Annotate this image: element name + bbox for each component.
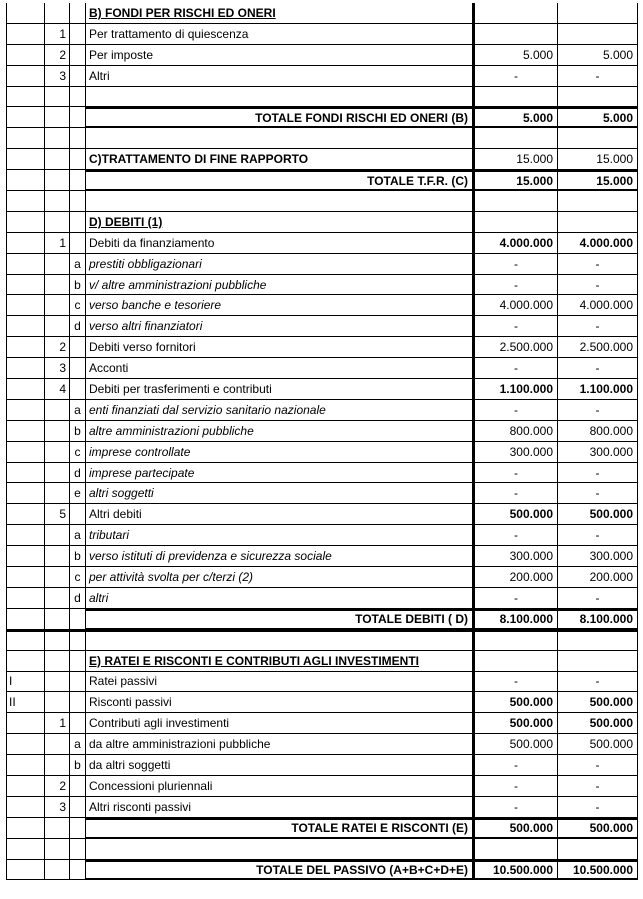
table-row	[6, 818, 638, 839]
item-letter-cell: a	[70, 525, 86, 546]
item-label-cell: verso istituti di previdenza e sicurezza sociale	[86, 546, 475, 567]
value-col2-cell: -	[558, 755, 638, 776]
item-number-cell	[45, 672, 70, 693]
item-label-cell: Ratei passivi	[86, 672, 475, 693]
value-col1-cell: 500.000	[475, 504, 558, 525]
item-label-cell: verso banche e tesoriere	[86, 295, 475, 316]
item-number-cell	[45, 421, 70, 442]
item-letter-cell	[70, 818, 86, 839]
item-number-cell: 4	[45, 379, 70, 400]
item-label-cell: Debiti verso fornitori	[86, 337, 475, 358]
value-col2-cell	[558, 3, 638, 24]
roman-numeral-cell	[6, 463, 45, 484]
item-number-cell	[45, 588, 70, 609]
table-row	[6, 191, 638, 212]
item-number-cell	[45, 546, 70, 567]
table-row	[6, 87, 638, 108]
item-letter-cell: a	[70, 734, 86, 755]
item-number-cell	[45, 692, 70, 713]
value-col1-cell	[475, 651, 558, 672]
value-col2-cell: -	[558, 797, 638, 818]
roman-numeral-cell	[6, 525, 45, 546]
item-letter-cell	[70, 87, 86, 108]
item-label-cell: da altre amministrazioni pubbliche	[86, 734, 475, 755]
table-row	[6, 358, 638, 379]
item-letter-cell: b	[70, 755, 86, 776]
roman-numeral-cell	[6, 860, 45, 881]
item-label-cell: Concessioni pluriennali	[86, 776, 475, 797]
table-row	[6, 588, 638, 609]
table-row	[6, 567, 638, 588]
value-col1-cell	[475, 3, 558, 24]
value-col2-cell: 500.000	[558, 734, 638, 755]
item-number-cell	[45, 3, 70, 24]
item-label-cell	[86, 630, 475, 651]
item-letter-cell	[70, 233, 86, 254]
item-letter-cell	[70, 504, 86, 525]
roman-numeral-cell	[6, 504, 45, 525]
item-label-cell: TOTALE DEBITI ( D)	[86, 609, 475, 630]
value-col2-cell: 2.500.000	[558, 337, 638, 358]
value-col1-cell: 5.000	[475, 45, 558, 66]
roman-numeral-cell	[6, 734, 45, 755]
item-number-cell	[45, 107, 70, 128]
value-col1-cell: 200.000	[475, 567, 558, 588]
item-label-cell: Acconti	[86, 358, 475, 379]
value-col2-cell	[558, 651, 638, 672]
roman-numeral-cell	[6, 254, 45, 275]
item-label-cell: Debiti per trasferimenti e contributi	[86, 379, 475, 400]
roman-numeral-cell	[6, 588, 45, 609]
item-number-cell	[45, 483, 70, 504]
table-row	[6, 275, 638, 296]
balance-sheet-table	[6, 3, 638, 880]
item-letter-cell	[70, 24, 86, 45]
roman-numeral-cell	[6, 379, 45, 400]
value-col2-cell: 8.100.000	[558, 609, 638, 630]
table-row	[6, 337, 638, 358]
roman-numeral-cell	[6, 442, 45, 463]
value-col1-cell: -	[475, 755, 558, 776]
item-label-cell: prestiti obbligazionari	[86, 254, 475, 275]
table-row	[6, 525, 638, 546]
item-number-cell	[45, 212, 70, 233]
item-label-cell: v/ altre amministrazioni pubbliche	[86, 275, 475, 296]
item-number-cell	[45, 567, 70, 588]
item-letter-cell: a	[70, 400, 86, 421]
value-col1-cell: 500.000	[475, 734, 558, 755]
value-col1-cell: -	[475, 358, 558, 379]
item-label-cell: C)TRATTAMENTO DI FINE RAPPORTO	[86, 149, 475, 170]
roman-numeral-cell	[6, 358, 45, 379]
value-col1-cell: -	[475, 254, 558, 275]
item-label-cell: Per trattamento di quiescenza	[86, 24, 475, 45]
item-letter-cell: c	[70, 295, 86, 316]
table-row	[6, 734, 638, 755]
table-row	[6, 483, 638, 504]
value-col1-cell: 15.000	[475, 149, 558, 170]
item-label-cell	[86, 87, 475, 108]
item-number-cell	[45, 755, 70, 776]
value-col1-cell: 10.500.000	[475, 860, 558, 881]
item-label-cell	[86, 128, 475, 149]
item-letter-cell: b	[70, 421, 86, 442]
value-col2-cell: -	[558, 525, 638, 546]
item-letter-cell	[70, 212, 86, 233]
item-label-cell: tributari	[86, 525, 475, 546]
table-row	[6, 66, 638, 87]
item-letter-cell	[70, 66, 86, 87]
roman-numeral-cell: I	[6, 672, 45, 693]
item-label-cell: Altri debiti	[86, 504, 475, 525]
item-letter-cell: d	[70, 588, 86, 609]
item-letter-cell	[70, 107, 86, 128]
item-number-cell: 1	[45, 24, 70, 45]
table-row	[6, 651, 638, 672]
value-col2-cell: 10.500.000	[558, 860, 638, 881]
item-number-cell	[45, 442, 70, 463]
item-letter-cell	[70, 358, 86, 379]
value-col2-cell: 500.000	[558, 692, 638, 713]
value-col1-cell	[475, 839, 558, 860]
item-letter-cell	[70, 337, 86, 358]
roman-numeral-cell	[6, 400, 45, 421]
item-letter-cell	[70, 797, 86, 818]
item-label-cell	[86, 191, 475, 212]
value-col2-cell	[558, 128, 638, 149]
item-letter-cell: a	[70, 254, 86, 275]
item-letter-cell	[70, 839, 86, 860]
value-col2-cell: 5.000	[558, 107, 638, 128]
item-letter-cell: b	[70, 546, 86, 567]
item-letter-cell	[70, 3, 86, 24]
value-col1-cell: -	[475, 797, 558, 818]
item-number-cell	[45, 630, 70, 651]
item-number-cell	[45, 275, 70, 296]
value-col1-cell: -	[475, 316, 558, 337]
item-label-cell: verso altri finanziatori	[86, 316, 475, 337]
roman-numeral-cell	[6, 212, 45, 233]
roman-numeral-cell	[6, 295, 45, 316]
roman-numeral-cell	[6, 233, 45, 254]
table-row	[6, 839, 638, 860]
value-col1-cell: 4.000.000	[475, 233, 558, 254]
item-label-cell: altre amministrazioni pubbliche	[86, 421, 475, 442]
item-number-cell: 1	[45, 233, 70, 254]
item-letter-cell	[70, 776, 86, 797]
roman-numeral-cell	[6, 797, 45, 818]
item-letter-cell: c	[70, 567, 86, 588]
table-row	[6, 233, 638, 254]
table-row	[6, 149, 638, 170]
item-label-cell: TOTALE FONDI RISCHI ED ONERI (B)	[86, 107, 475, 128]
item-number-cell: 3	[45, 66, 70, 87]
table-row	[6, 400, 638, 421]
item-label-cell: altri	[86, 588, 475, 609]
roman-numeral-cell	[6, 87, 45, 108]
item-number-cell	[45, 316, 70, 337]
roman-numeral-cell	[6, 24, 45, 45]
roman-numeral-cell	[6, 421, 45, 442]
item-number-cell: 2	[45, 337, 70, 358]
value-col2-cell: -	[558, 400, 638, 421]
item-letter-cell: d	[70, 316, 86, 337]
value-col2-cell: 500.000	[558, 504, 638, 525]
table-row	[6, 797, 638, 818]
value-col1-cell: -	[475, 672, 558, 693]
item-label-cell: D) DEBITI (1)	[86, 212, 475, 233]
value-col2-cell: -	[558, 463, 638, 484]
table-row	[6, 24, 638, 45]
table-row	[6, 316, 638, 337]
table-row	[6, 107, 638, 128]
item-number-cell	[45, 87, 70, 108]
value-col1-cell: 15.000	[475, 170, 558, 191]
roman-numeral-cell	[6, 170, 45, 191]
roman-numeral-cell	[6, 483, 45, 504]
value-col1-cell: 300.000	[475, 442, 558, 463]
table-row	[6, 546, 638, 567]
value-col2-cell	[558, 839, 638, 860]
item-number-cell	[45, 839, 70, 860]
roman-numeral-cell	[6, 609, 45, 630]
roman-numeral-cell	[6, 713, 45, 734]
item-letter-cell: d	[70, 463, 86, 484]
item-number-cell	[45, 170, 70, 191]
item-letter-cell	[70, 191, 86, 212]
item-number-cell: 2	[45, 45, 70, 66]
item-label-cell: Contributi agli investimenti	[86, 713, 475, 734]
value-col1-cell: 500.000	[475, 818, 558, 839]
value-col1-cell: 1.100.000	[475, 379, 558, 400]
value-col1-cell: -	[475, 525, 558, 546]
value-col2-cell: 300.000	[558, 442, 638, 463]
item-letter-cell	[70, 45, 86, 66]
item-number-cell: 5	[45, 504, 70, 525]
item-letter-cell	[70, 692, 86, 713]
item-number-cell	[45, 860, 70, 881]
value-col1-cell: -	[475, 66, 558, 87]
item-letter-cell	[70, 630, 86, 651]
value-col1-cell: 4.000.000	[475, 295, 558, 316]
table-row	[6, 713, 638, 734]
table-row	[6, 776, 638, 797]
item-number-cell: 1	[45, 713, 70, 734]
table-row	[6, 630, 638, 651]
value-col1-cell	[475, 630, 558, 651]
value-col1-cell: 8.100.000	[475, 609, 558, 630]
item-label-cell: imprese controllate	[86, 442, 475, 463]
value-col1-cell: 2.500.000	[475, 337, 558, 358]
item-number-cell	[45, 128, 70, 149]
table-row	[6, 609, 638, 630]
value-col2-cell: 200.000	[558, 567, 638, 588]
value-col2-cell: 1.100.000	[558, 379, 638, 400]
table-row	[6, 442, 638, 463]
item-label-cell: altri soggetti	[86, 483, 475, 504]
roman-numeral-cell	[6, 316, 45, 337]
value-col2-cell: 500.000	[558, 713, 638, 734]
item-label-cell	[86, 839, 475, 860]
roman-numeral-cell	[6, 275, 45, 296]
value-col1-cell	[475, 191, 558, 212]
item-number-cell	[45, 254, 70, 275]
value-col2-cell: -	[558, 275, 638, 296]
item-letter-cell: c	[70, 442, 86, 463]
item-number-cell: 3	[45, 358, 70, 379]
value-col2-cell: -	[558, 776, 638, 797]
roman-numeral-cell	[6, 755, 45, 776]
table-row	[6, 3, 638, 24]
roman-numeral-cell	[6, 149, 45, 170]
item-letter-cell	[70, 609, 86, 630]
roman-numeral-cell	[6, 546, 45, 567]
value-col2-cell	[558, 24, 638, 45]
table-row	[6, 421, 638, 442]
item-label-cell: per attività svolta per c/terzi (2)	[86, 567, 475, 588]
item-label-cell: Per imposte	[86, 45, 475, 66]
table-row	[6, 170, 638, 191]
value-col2-cell: -	[558, 672, 638, 693]
value-col1-cell: 500.000	[475, 713, 558, 734]
value-col1-cell: -	[475, 776, 558, 797]
roman-numeral-cell	[6, 66, 45, 87]
table-row	[6, 128, 638, 149]
value-col2-cell: 4.000.000	[558, 295, 638, 316]
item-label-cell: Altri	[86, 66, 475, 87]
item-label-cell: TOTALE T.F.R. (C)	[86, 170, 475, 191]
table-row	[6, 212, 638, 233]
table-row	[6, 45, 638, 66]
value-col2-cell: -	[558, 483, 638, 504]
value-col2-cell: -	[558, 66, 638, 87]
value-col1-cell: 500.000	[475, 692, 558, 713]
table-row	[6, 860, 638, 881]
value-col2-cell: 500.000	[558, 818, 638, 839]
table-row	[6, 755, 638, 776]
table-row	[6, 692, 638, 713]
roman-numeral-cell	[6, 337, 45, 358]
value-col2-cell	[558, 630, 638, 651]
roman-numeral-cell	[6, 630, 45, 651]
value-col2-cell: -	[558, 588, 638, 609]
item-number-cell	[45, 400, 70, 421]
table-row	[6, 672, 638, 693]
item-letter-cell	[70, 860, 86, 881]
item-label-cell: TOTALE RATEI E RISCONTI (E)	[86, 818, 475, 839]
item-label-cell: Debiti da finanziamento	[86, 233, 475, 254]
table-row	[6, 379, 638, 400]
item-number-cell	[45, 525, 70, 546]
value-col1-cell: -	[475, 463, 558, 484]
item-number-cell	[45, 734, 70, 755]
table-row	[6, 295, 638, 316]
item-label-cell: enti finanziati dal servizio sanitario nazionale	[86, 400, 475, 421]
item-letter-cell: b	[70, 275, 86, 296]
roman-numeral-cell	[6, 818, 45, 839]
item-number-cell	[45, 463, 70, 484]
item-number-cell	[45, 609, 70, 630]
value-col2-cell: -	[558, 254, 638, 275]
roman-numeral-cell	[6, 567, 45, 588]
value-col2-cell: 300.000	[558, 546, 638, 567]
value-col2-cell: -	[558, 358, 638, 379]
value-col1-cell: -	[475, 483, 558, 504]
item-label-cell: imprese partecipate	[86, 463, 475, 484]
item-label-cell: B) FONDI PER RISCHI ED ONERI	[86, 3, 475, 24]
item-number-cell: 3	[45, 797, 70, 818]
roman-numeral-cell	[6, 776, 45, 797]
value-col1-cell: -	[475, 275, 558, 296]
item-letter-cell	[70, 149, 86, 170]
value-col2-cell	[558, 191, 638, 212]
table-row	[6, 254, 638, 275]
value-col2-cell	[558, 87, 638, 108]
value-col1-cell: 300.000	[475, 546, 558, 567]
item-letter-cell	[70, 128, 86, 149]
value-col2-cell: -	[558, 316, 638, 337]
value-col1-cell: -	[475, 588, 558, 609]
item-number-cell: 2	[45, 776, 70, 797]
value-col2-cell: 800.000	[558, 421, 638, 442]
item-letter-cell	[70, 651, 86, 672]
roman-numeral-cell	[6, 651, 45, 672]
item-letter-cell	[70, 170, 86, 191]
item-label-cell: da altri soggetti	[86, 755, 475, 776]
value-col2-cell	[558, 212, 638, 233]
item-number-cell	[45, 651, 70, 672]
value-col2-cell: 5.000	[558, 45, 638, 66]
value-col1-cell	[475, 24, 558, 45]
item-number-cell	[45, 295, 70, 316]
value-col1-cell	[475, 128, 558, 149]
value-col2-cell: 15.000	[558, 149, 638, 170]
item-number-cell	[45, 818, 70, 839]
item-letter-cell	[70, 379, 86, 400]
item-number-cell	[45, 149, 70, 170]
roman-numeral-cell	[6, 191, 45, 212]
item-letter-cell	[70, 713, 86, 734]
value-col1-cell: 800.000	[475, 421, 558, 442]
value-col2-cell: 4.000.000	[558, 233, 638, 254]
item-letter-cell	[70, 672, 86, 693]
item-label-cell: Altri risconti passivi	[86, 797, 475, 818]
item-number-cell	[45, 191, 70, 212]
roman-numeral-cell	[6, 839, 45, 860]
item-label-cell: E) RATEI E RISCONTI E CONTRIBUTI AGLI INVESTIMENTI	[86, 651, 475, 672]
roman-numeral-cell	[6, 128, 45, 149]
roman-numeral-cell	[6, 107, 45, 128]
value-col1-cell: -	[475, 400, 558, 421]
table-row	[6, 463, 638, 484]
value-col1-cell	[475, 212, 558, 233]
item-label-cell: TOTALE DEL PASSIVO (A+B+C+D+E)	[86, 860, 475, 881]
roman-numeral-cell	[6, 3, 45, 24]
table-row	[6, 504, 638, 525]
item-label-cell: Risconti passivi	[86, 692, 475, 713]
item-letter-cell: e	[70, 483, 86, 504]
value-col2-cell: 15.000	[558, 170, 638, 191]
value-col1-cell	[475, 87, 558, 108]
roman-numeral-cell	[6, 45, 45, 66]
value-col1-cell: 5.000	[475, 107, 558, 128]
roman-numeral-cell: II	[6, 692, 45, 713]
